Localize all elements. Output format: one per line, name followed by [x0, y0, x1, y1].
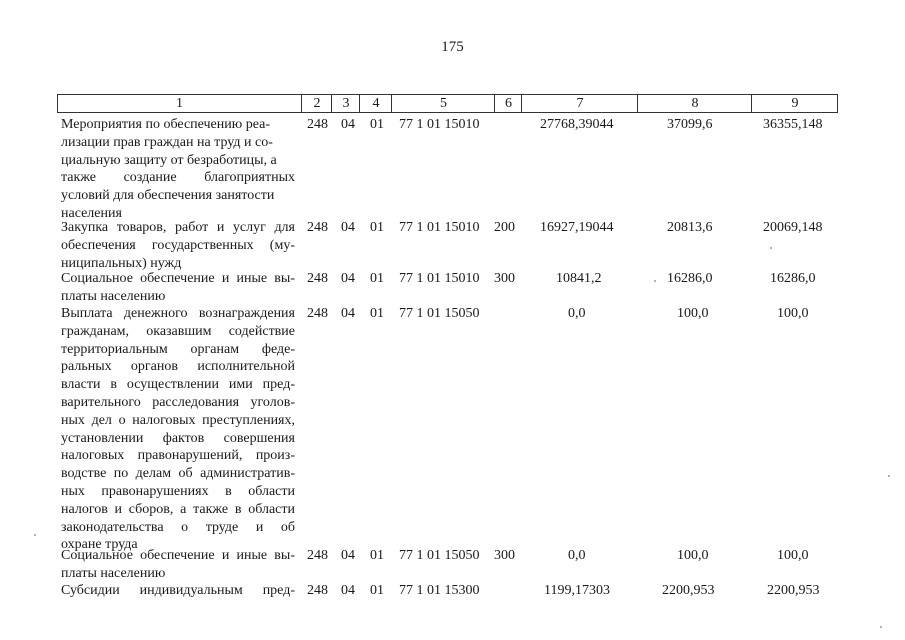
- desc-line: Социальное обеспечение и иные вы-: [61, 271, 295, 286]
- desc-line: Закупка товаров, работ и услуг для: [61, 220, 295, 235]
- header-col-9: 9: [751, 95, 838, 112]
- cell-expense-type: 300: [494, 271, 515, 286]
- cell-subsection: 01: [370, 548, 384, 563]
- cell-amount-7: 27768,39044: [540, 117, 614, 132]
- cell-admin-code: 248: [307, 220, 328, 235]
- desc-line: ных правонарушениях в области: [61, 483, 295, 499]
- cell-section: 04: [341, 117, 355, 132]
- cell-admin-code: 248: [307, 583, 328, 598]
- header-col-8: 8: [637, 95, 752, 112]
- header-col-2: 2: [301, 95, 332, 112]
- desc-line: территориальным органам феде-: [61, 341, 295, 357]
- cell-section: 04: [341, 271, 355, 286]
- desc-line: законодательства о труде и об: [61, 519, 295, 535]
- desc-line: Субсидии индивидуальным пред-: [61, 583, 295, 598]
- desc-line: водстве по делам об административ-: [61, 466, 295, 482]
- cell-target-article: 77 1 01 15050: [399, 548, 480, 563]
- cell-admin-code: 248: [307, 117, 328, 132]
- cell-admin-code: 248: [307, 271, 328, 286]
- cell-amount-9: 16286,0: [770, 271, 816, 286]
- cell-amount-7: 10841,2: [556, 271, 602, 286]
- desc-line: населения: [61, 205, 122, 221]
- cell-subsection: 01: [370, 117, 384, 132]
- row-description: [61, 270, 295, 306]
- desc-line: ральных органов исполнительной: [61, 359, 295, 375]
- cell-admin-code: 248: [307, 548, 328, 563]
- header-col-1: 1: [176, 96, 183, 111]
- cell-target-article: 77 1 01 15010: [399, 117, 480, 132]
- table-header: [57, 94, 838, 113]
- desc-line: гражданам, оказавшим содействие: [61, 323, 295, 339]
- cell-section: 04: [341, 548, 355, 563]
- cell-amount-9: 2200,953: [767, 583, 820, 598]
- row-description: [61, 116, 295, 223]
- cell-amount-8: 37099,6: [667, 117, 713, 132]
- cell-amount-8: 2200,953: [662, 583, 715, 598]
- cell-subsection: 01: [370, 220, 384, 235]
- header-col-4: 4: [359, 95, 392, 112]
- scan-speck: [34, 534, 36, 536]
- desc-line: условий для обеспечения занятости: [61, 188, 275, 204]
- cell-amount-7: 16927,19044: [540, 220, 614, 235]
- cell-amount-7: 0,0: [568, 548, 586, 563]
- cell-section: 04: [341, 306, 355, 321]
- desc-line: варительного расследования уголов-: [61, 394, 295, 410]
- cell-amount-8: 16286,0: [667, 271, 713, 286]
- row-description: [61, 305, 295, 554]
- scan-speck: [888, 475, 890, 477]
- desc-line: платы населению: [61, 288, 166, 304]
- desc-line: Выплата денежного вознаграждения: [61, 306, 295, 321]
- cell-subsection: 01: [370, 583, 384, 598]
- cell-section: 04: [341, 220, 355, 235]
- row-description: [61, 582, 295, 600]
- desc-line: Мероприятия по обеспечению реа-: [61, 117, 270, 132]
- cell-amount-8: 100,0: [677, 548, 709, 563]
- cell-subsection: 01: [370, 306, 384, 321]
- scan-speck: [770, 247, 772, 249]
- scan-speck: [880, 626, 882, 628]
- cell-target-article: 77 1 01 15050: [399, 306, 480, 321]
- desc-line: налогов и сборов, а также в области: [61, 501, 295, 517]
- header-col-3: 3: [331, 95, 360, 112]
- cell-target-article: 77 1 01 15010: [399, 220, 480, 235]
- cell-amount-8: 20813,6: [667, 220, 713, 235]
- cell-section: 04: [341, 583, 355, 598]
- cell-expense-type: 300: [494, 548, 515, 563]
- desc-line: власти в осуществлении ими пред-: [61, 377, 295, 393]
- cell-subsection: 01: [370, 271, 384, 286]
- cell-amount-9: 100,0: [777, 548, 809, 563]
- desc-line: также создание благоприятных: [61, 170, 295, 186]
- desc-line: ниципальных) нужд: [61, 255, 182, 271]
- desc-line: обеспечения государственных (му-: [61, 237, 295, 253]
- cell-admin-code: 248: [307, 306, 328, 321]
- cell-target-article: 77 1 01 15010: [399, 271, 480, 286]
- row-description: [61, 547, 295, 583]
- desc-line: циальную защиту от безработицы, а: [61, 152, 277, 168]
- cell-amount-7: 1199,17303: [544, 583, 610, 598]
- cell-expense-type: 200: [494, 220, 515, 235]
- desc-line: налоговых правонарушений, произ-: [61, 448, 295, 464]
- cell-amount-9: 36355,148: [763, 117, 823, 132]
- cell-amount-9: 20069,148: [763, 220, 823, 235]
- header-col-6: 6: [494, 95, 522, 112]
- cell-amount-8: 100,0: [677, 306, 709, 321]
- cell-target-article: 77 1 01 15300: [399, 583, 480, 598]
- row-description: [61, 219, 295, 272]
- cell-amount-9: 100,0: [777, 306, 809, 321]
- cell-amount-7: 0,0: [568, 306, 586, 321]
- desc-line: охране труда: [61, 537, 138, 553]
- desc-line: установлении фактов совершения: [61, 430, 295, 446]
- header-col-5: 5: [391, 95, 495, 112]
- page-number: 175: [441, 39, 464, 55]
- desc-line: лизации прав граждан на труд и со-: [61, 134, 273, 150]
- desc-line: платы населению: [61, 565, 166, 581]
- desc-line: Социальное обеспечение и иные вы-: [61, 548, 295, 563]
- scan-speck: [654, 280, 656, 282]
- desc-line: ных дел о налоговых преступлениях,: [61, 412, 295, 428]
- header-col-7: 7: [521, 95, 638, 112]
